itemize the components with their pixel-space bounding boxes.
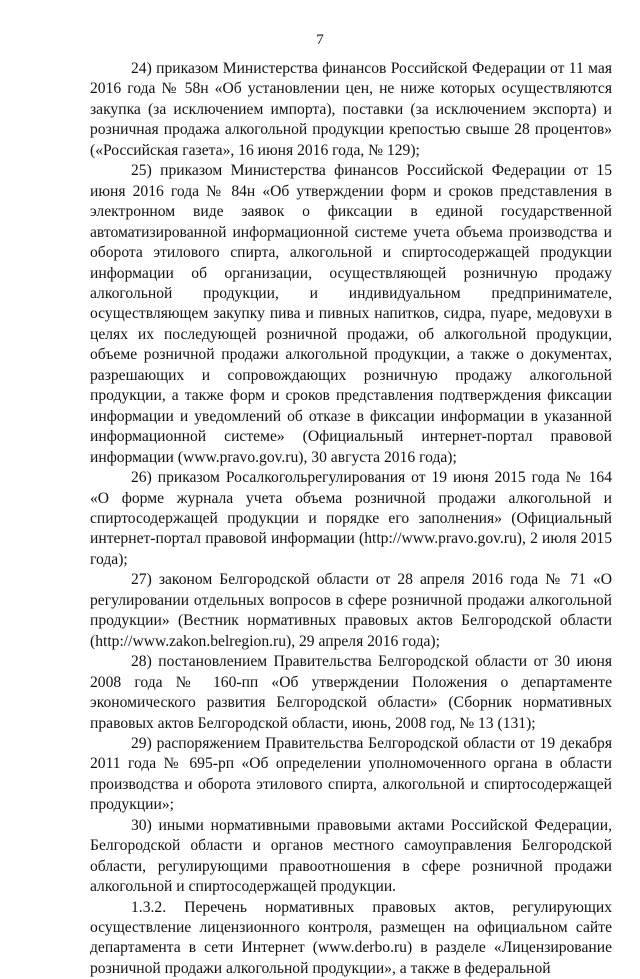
list-item-28: 28) постановлением Правительства Белгородской области от 30 июня 2008 года № 160-пп «Об утверждении Положения о департаменте экономического развития Белгородской области» (Сборник нормативных правовых актов Белгородской области, июнь, 2008 год, № 13 (131); — [90, 653, 612, 732]
list-item-29: 29) распоряжением Правительства Белгородской области от 19 декабря 2011 года № 695-рп «Об определении уполномоченного органа в области производства и оборота этилового спирта, алкогольной и спиртосодержащей продукции»; — [90, 734, 612, 814]
list-item-26: 26) приказом Росалкогольрегулирования от 19 июня 2015 года № 164 «О форме журнала учета объема розничной продажи алкогольной и спиртосодержащей продукции и порядке его заполнения» (Официальный интернет-портал правовой информации (http://www.pravo.gov.ru), 2 июля 2015 года); — [90, 469, 612, 568]
list-item-30: 30) иными нормативными правовыми актами Российской Федерации, Белгородской области и органов местного самоуправления Белгородской области, регулирующими правоотношения в сфере розничной продажи алкогольной и спиртосодержащей продукции. — [90, 816, 612, 896]
page-number: 7 — [316, 32, 324, 48]
list-item-24: 24) приказом Министерства финансов Российской Федерации от 11 мая 2016 года № 58н «Об установлении цен, не ниже которых осуществляются закупка (за исключением импорта), поставки (за исключением экспорта) и розничная продажа алкогольной продукции крепостью свыше 28 процентов» («Российская газета», 16 июня 2016 года, № 129); — [90, 60, 612, 159]
section-1-3-2: 1.3.2. Перечень нормативных правовых актов, регулирующих осуществление лицензионного контроля, размещен на официальном сайте департамента в сети Интернет (www.derbo.ru) в разделе «Лицензирование розничной продажи алкогольной продукции», а также в федеральной — [90, 898, 612, 977]
document-body — [90, 59, 612, 979]
list-item-27: 27) законом Белгородской области от 28 апреля 2016 года № 71 «О регулировании отдельных вопросов в сфере розничной продажи алкогольной продукции» (Вестник нормативных правовых актов Белгородской области (http://www.zakon.belregion.ru), 29 апреля 2016 года); — [90, 571, 612, 650]
list-item-25: 25) приказом Министерства финансов Российской Федерации от 15 июня 2016 года № 84н «Об утверждении форм и сроков представления в электронном виде заявок о фиксации в единой государственной автоматизированной информационной системе учета объема производства и оборота этилового спирта, алкогольной и спиртосодержащей продукции информации об организации, осуществляющей розничную продажу алкогольной продукции, и индивидуальном предпринимателе, осуществляющем закупку пива и пивных напитков, сидра, пуаре, медовухи в целях их последующей розничной продажи, об алкогольной продукции, объеме розничной продажи алкогольной продукции, а также о документах, разрешающих и сопровождающих розничную продажу алкогольной продукции, а также форм и сроков представления подтверждения фиксации информации и уведомлений об отказе в фиксации информации в указанной информационной системе» (Официальный интернет-портал правовой информации (www.pravo.gov.ru), 30 августа 2016 года); — [90, 162, 612, 466]
